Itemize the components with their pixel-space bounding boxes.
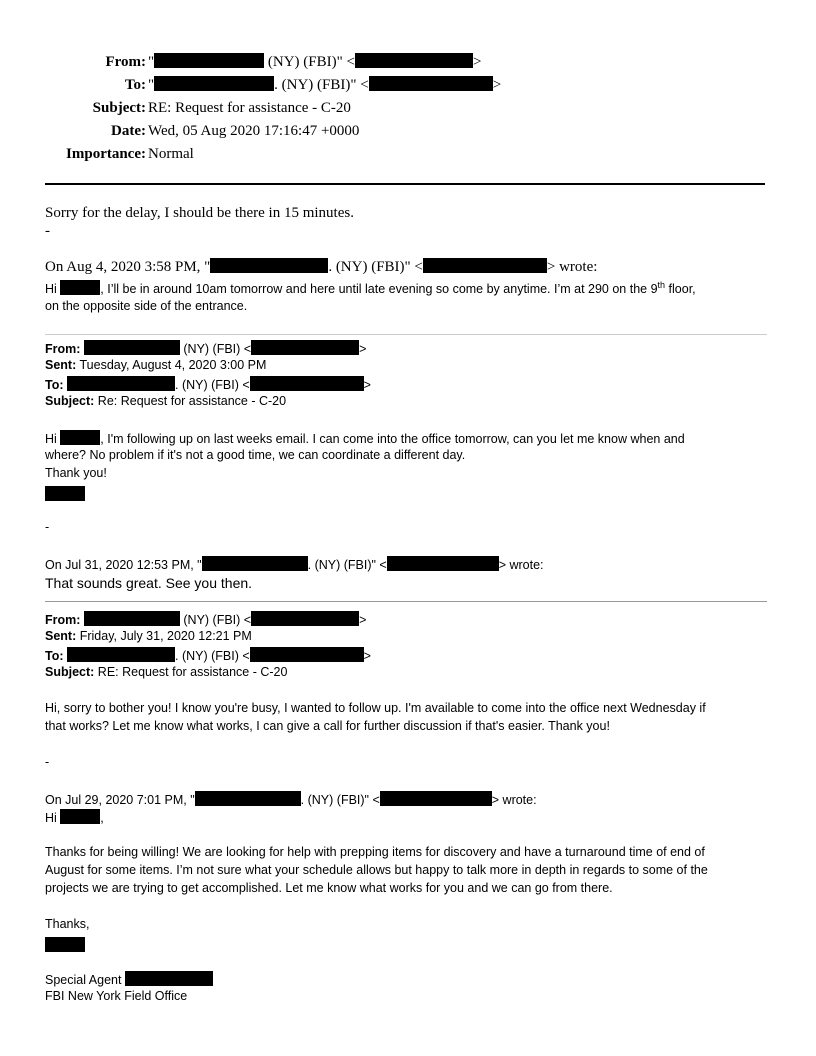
quote3-body-line3: projects we are trying to get accomplished. Let me know what works for you and we can go from there. xyxy=(45,881,613,895)
sig-office: FBI New York Field Office xyxy=(45,989,188,1003)
redaction xyxy=(154,53,264,68)
quote3-intro: On Jul 29, 2020 7:01 PM, " . (NY) (FBI)" < > wrote: xyxy=(45,793,537,807)
quote2-intro: On Jul 31, 2020 12:53 PM, " . (NY) (FBI)" < > wrote: xyxy=(45,558,544,572)
date-label: Date: xyxy=(111,123,146,139)
msg2-signature xyxy=(45,486,85,504)
to-label: To: xyxy=(124,77,146,93)
msg3-body-line2: that works? Let me know what works, I can give a call for further discussion if that's easier. Thank you! xyxy=(45,719,610,733)
redaction xyxy=(202,556,308,571)
redaction xyxy=(369,76,493,91)
redaction xyxy=(60,280,100,295)
quote-intro: On Aug 4, 2020 3:58 PM, " . (NY) (FBI)" < > wrote: xyxy=(45,259,598,275)
date-value: Wed, 05 Aug 2020 17:16:47 +0000 xyxy=(148,123,360,139)
redaction xyxy=(210,258,328,273)
redaction xyxy=(67,647,175,662)
redaction xyxy=(84,340,180,355)
quote-body-line2: on the opposite side of the entrance. xyxy=(45,299,248,313)
subject-row xyxy=(0,97,816,120)
msg2-body-line2: where? No problem if it's not a good time, we can coordinate a different day. xyxy=(45,448,466,462)
quote3-greeting: Hi , xyxy=(45,811,104,825)
redaction xyxy=(60,430,100,445)
from-label: From: xyxy=(105,54,146,70)
msg2-subject: Subject: Re: Request for assistance - C-20 xyxy=(45,394,287,408)
from-value: " (NY) (FBI)" < > xyxy=(148,54,482,70)
redaction xyxy=(84,611,180,626)
from-row xyxy=(0,51,816,74)
redaction xyxy=(251,340,359,355)
to-value: " . (NY) (FBI)" < > xyxy=(148,77,502,93)
msg3-subject: Subject: RE: Request for assistance - C-20 xyxy=(45,665,288,679)
message-separator xyxy=(45,334,767,335)
redaction xyxy=(387,556,499,571)
redaction xyxy=(250,376,364,391)
subject-value: RE: Request for assistance - C-20 xyxy=(148,100,351,116)
redaction xyxy=(125,971,213,986)
to-row xyxy=(0,74,816,97)
redaction xyxy=(250,647,364,662)
quote3-body-line2: August for some items. I’m not sure what your schedule allows but happy to talk more in depth in regards to some of the xyxy=(45,863,708,877)
message-separator xyxy=(45,601,767,602)
msg3-dash: - xyxy=(45,755,50,769)
importance-value: Normal xyxy=(148,146,194,162)
subject-label: Subject: xyxy=(92,100,146,116)
header-divider xyxy=(45,183,765,185)
redaction xyxy=(45,937,85,952)
msg3-sent: Sent: Friday, July 31, 2020 12:21 PM xyxy=(45,629,252,643)
reply-text: Sorry for the delay, I should be there in 15 minutes. xyxy=(45,205,354,221)
redaction xyxy=(380,791,492,806)
redaction xyxy=(195,791,301,806)
redaction xyxy=(423,258,547,273)
msg2-dash: - xyxy=(45,520,50,534)
msg3-body: Hi, sorry to bother you! I know you're busy, I wanted to follow up. I'm available to come into the office next Wednesday if xyxy=(45,701,706,715)
reply-dash: - xyxy=(45,223,50,239)
importance-label: Importance: xyxy=(66,146,146,162)
redaction xyxy=(154,76,274,91)
sig-title: Special Agent xyxy=(45,971,213,987)
msg2-from: From: (NY) (FBI) < > xyxy=(45,342,367,356)
redaction xyxy=(251,611,359,626)
msg2-body: Hi , I'm following up on last weeks email. I can come into the office tomorrow, can you let me know when and xyxy=(45,432,685,446)
importance-row xyxy=(0,143,816,166)
msg2-to: To: . (NY) (FBI) < > xyxy=(45,378,371,392)
quote3-thanks: Thanks, xyxy=(45,917,90,931)
quote2-body: That sounds great. See you then. xyxy=(45,575,253,591)
email-header xyxy=(0,51,816,166)
quote3-signature xyxy=(45,937,85,955)
date-row xyxy=(0,120,816,143)
msg3-from: From: (NY) (FBI) < > xyxy=(45,613,367,627)
msg2-sent: Sent: Tuesday, August 4, 2020 3:00 PM xyxy=(45,358,267,372)
redaction xyxy=(67,376,175,391)
redaction xyxy=(355,53,473,68)
redaction xyxy=(45,486,85,501)
quote3-body: Thanks for being willing! We are looking for help with prepping items for discovery and have a turnaround time of end of xyxy=(45,845,705,859)
msg3-to: To: . (NY) (FBI) < > xyxy=(45,649,371,663)
msg2-body-line3: Thank you! xyxy=(45,466,107,480)
quote-body: Hi , I’ll be in around 10am tomorrow and here until late evening so come by anytime. I’m at 290 on the 9th floor, xyxy=(45,280,696,297)
redaction xyxy=(60,809,100,824)
